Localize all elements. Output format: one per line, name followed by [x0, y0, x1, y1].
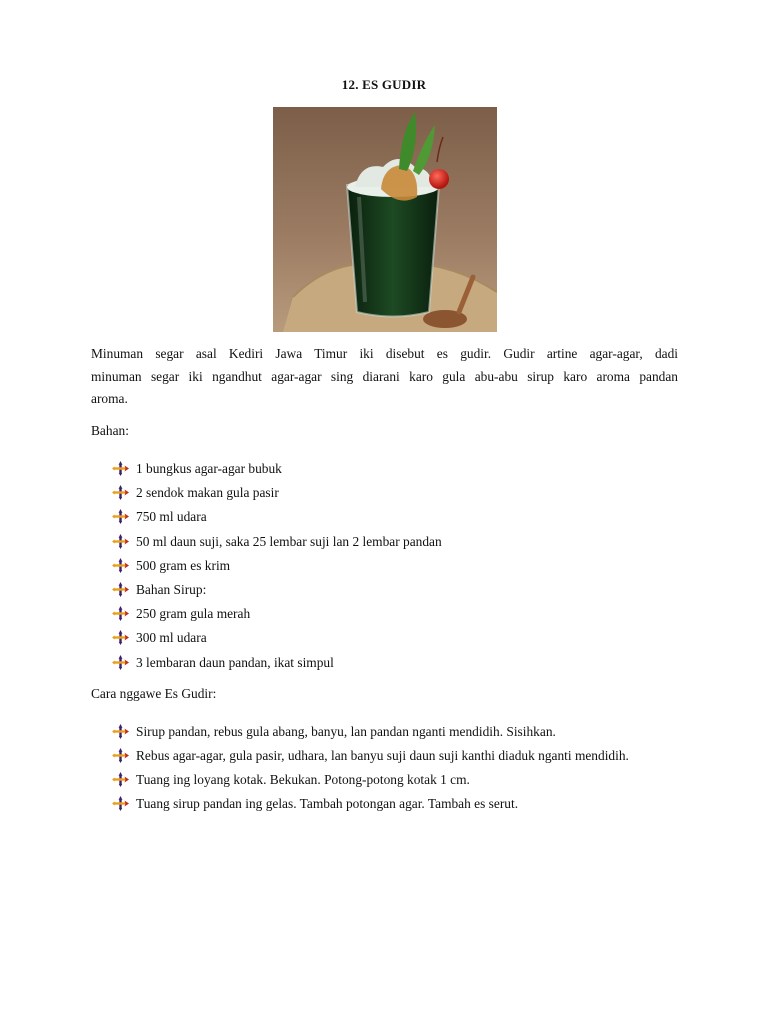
list-item — [112, 720, 678, 743]
ingredient-text: 300 ml udara — [136, 630, 207, 646]
steps-heading: Cara nggawe Es Gudir: — [91, 686, 217, 701]
list-item — [112, 744, 678, 767]
list-item — [112, 792, 678, 815]
arrow-bullet-icon — [112, 558, 129, 573]
arrow-bullet-icon — [112, 724, 129, 739]
step-text: Tuang sirup pandan ing gelas. Tambah potongan agar. Tambah es serut. — [136, 796, 519, 811]
ingredients-list — [112, 457, 678, 675]
list-item — [112, 626, 678, 650]
ingredient-text: 1 bungkus agar-agar bubuk — [136, 461, 282, 476]
arrow-bullet-icon — [112, 748, 129, 763]
drink-illustration — [273, 107, 497, 332]
list-item — [112, 651, 678, 675]
intro-line: aroma. — [91, 391, 128, 406]
list-item — [112, 505, 678, 529]
ingredient-text: 3 lembaran daun pandan, ikat simpul — [136, 654, 334, 670]
arrow-bullet-icon — [112, 796, 129, 811]
arrow-bullet-icon — [112, 772, 129, 787]
step-text: Rebus agar-agar, gula pasir, udhara, lan banyu suji daun suji kanthi diaduk nganti mendidih. — [136, 748, 629, 763]
arrow-bullet-icon — [112, 534, 129, 549]
list-item — [112, 578, 678, 602]
intro-line: Minuman segar asal Kediri Jawa Timur iki disebut es gudir. Gudir artine agar-agar, dadi — [91, 346, 678, 361]
ingredient-text: 2 sendok makan gula pasir — [136, 485, 279, 501]
ingredient-text: 50 ml daun suji, saka 25 lembar suji lan 2 lembar pandan — [136, 533, 442, 549]
list-item — [112, 457, 678, 481]
arrow-bullet-icon — [112, 485, 129, 500]
list-item — [112, 530, 678, 554]
ingredient-text: 500 gram es krim — [136, 557, 231, 573]
es-gudir-photo — [273, 107, 497, 332]
steps-list — [112, 720, 678, 815]
arrow-bullet-icon — [112, 606, 129, 621]
ingredient-text: 750 ml udara — [136, 509, 207, 525]
page-title: 12. ES GUDIR — [341, 77, 427, 92]
list-item — [112, 554, 678, 578]
list-item — [112, 602, 678, 626]
intro-paragraph — [91, 343, 678, 411]
list-item — [112, 768, 678, 791]
arrow-bullet-icon — [112, 509, 129, 524]
ingredient-text: Bahan Sirup: — [136, 582, 207, 598]
arrow-bullet-icon — [112, 461, 129, 476]
arrow-bullet-icon — [112, 630, 129, 645]
step-text: Tuang ing loyang kotak. Bekukan. Potong-potong kotak 1 cm. — [136, 772, 470, 787]
arrow-bullet-icon — [112, 582, 129, 597]
intro-line: minuman segar iki ngandhut agar-agar sing diarani karo gula abu-abu sirup karo aroma pandan — [91, 368, 678, 384]
ingredients-heading: Bahan: — [91, 423, 129, 438]
arrow-bullet-icon — [112, 655, 129, 670]
step-text: Sirup pandan, rebus gula abang, banyu, lan pandan nganti mendidih. Sisihkan. — [136, 724, 556, 739]
list-item — [112, 481, 678, 505]
ingredient-text: 250 gram gula merah — [136, 606, 251, 622]
